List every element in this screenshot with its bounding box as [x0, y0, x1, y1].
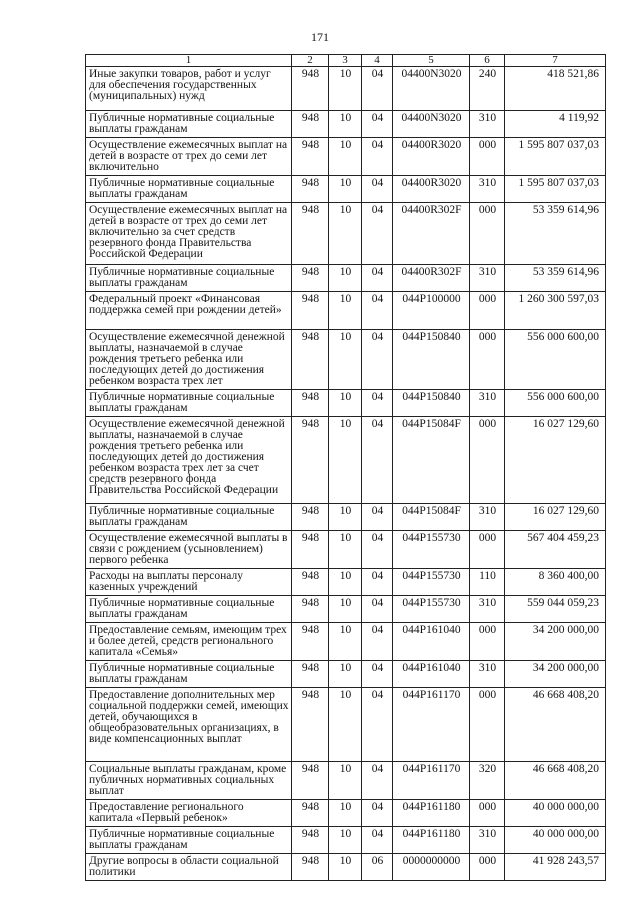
row-subsection-code: 04 [362, 762, 393, 800]
row-section-code: 10 [329, 504, 362, 531]
row-expense-type: 000 [470, 138, 505, 176]
row-section-code: 10 [329, 827, 362, 854]
row-section-code: 10 [329, 176, 362, 203]
header-cell: 3 [329, 55, 362, 67]
row-amount: 46 668 408,20 [505, 762, 606, 800]
row-target-article: 044P161040 [393, 661, 470, 688]
row-ministry-code: 948 [292, 390, 329, 417]
row-section-code: 10 [329, 596, 362, 623]
row-section-code: 10 [329, 854, 362, 881]
row-expense-type: 000 [470, 292, 505, 330]
table-row [86, 800, 606, 827]
row-subsection-code: 04 [362, 265, 393, 292]
row-section-code: 10 [329, 800, 362, 827]
row-subsection-code: 04 [362, 623, 393, 661]
row-target-article: 04400R302F [393, 265, 470, 292]
row-name: Предоставление дополнительных мер социальной поддержки семей, имеющих детей, обучающихся в общеобразовательных организациях, в виде компенсационных выплат [86, 688, 292, 762]
row-name: Федеральный проект «Финансовая поддержка семей при рождении детей» [86, 292, 292, 330]
row-section-code: 10 [329, 688, 362, 762]
row-amount: 1 595 807 037,03 [505, 176, 606, 203]
row-section-code: 10 [329, 390, 362, 417]
row-name: Социальные выплаты гражданам, кроме публичных нормативных социальных выплат [86, 762, 292, 800]
row-amount: 46 668 408,20 [505, 688, 606, 762]
row-subsection-code: 04 [362, 800, 393, 827]
row-subsection-code: 04 [362, 827, 393, 854]
row-expense-type: 240 [470, 67, 505, 111]
row-amount: 4 119,92 [505, 111, 606, 138]
table-row [86, 569, 606, 596]
row-section-code: 10 [329, 661, 362, 688]
row-name: Осуществление ежемесячных выплат на детей в возрасте от трех до семи лет включительно [86, 138, 292, 176]
row-expense-type: 110 [470, 569, 505, 596]
row-amount: 16 027 129,60 [505, 417, 606, 504]
row-expense-type: 310 [470, 111, 505, 138]
row-name: Иные закупки товаров, работ и услуг для обеспечения государственных (муниципальных) нужд [86, 67, 292, 111]
row-section-code: 10 [329, 417, 362, 504]
row-amount: 1 595 807 037,03 [505, 138, 606, 176]
header-cell: 7 [505, 55, 606, 67]
row-amount: 559 044 059,23 [505, 596, 606, 623]
row-ministry-code: 948 [292, 67, 329, 111]
table-row [86, 531, 606, 569]
row-target-article: 044P161170 [393, 688, 470, 762]
row-name: Публичные нормативные социальные выплаты гражданам [86, 176, 292, 203]
row-amount: 567 404 459,23 [505, 531, 606, 569]
row-expense-type: 310 [470, 827, 505, 854]
row-ministry-code: 948 [292, 800, 329, 827]
row-subsection-code: 04 [362, 67, 393, 111]
row-subsection-code: 04 [362, 596, 393, 623]
row-section-code: 10 [329, 531, 362, 569]
row-subsection-code: 04 [362, 390, 393, 417]
table-header-row [86, 55, 606, 67]
row-amount: 1 260 300 597,03 [505, 292, 606, 330]
row-section-code: 10 [329, 67, 362, 111]
row-target-article: 04400R3020 [393, 176, 470, 203]
row-target-article: 044P100000 [393, 292, 470, 330]
row-section-code: 10 [329, 330, 362, 390]
row-subsection-code: 04 [362, 661, 393, 688]
header-cell: 6 [470, 55, 505, 67]
row-amount: 556 000 600,00 [505, 390, 606, 417]
row-target-article: 0000000000 [393, 854, 470, 881]
row-ministry-code: 948 [292, 854, 329, 881]
row-amount: 40 000 000,00 [505, 800, 606, 827]
table-row [86, 827, 606, 854]
row-ministry-code: 948 [292, 176, 329, 203]
row-amount: 41 928 243,57 [505, 854, 606, 881]
row-ministry-code: 948 [292, 504, 329, 531]
row-ministry-code: 948 [292, 827, 329, 854]
row-section-code: 10 [329, 138, 362, 176]
row-target-article: 044P150840 [393, 330, 470, 390]
row-target-article: 04400N3020 [393, 111, 470, 138]
row-target-article: 04400R3020 [393, 138, 470, 176]
row-target-article: 044P155730 [393, 531, 470, 569]
row-name: Публичные нормативные социальные выплаты гражданам [86, 827, 292, 854]
row-expense-type: 310 [470, 504, 505, 531]
row-subsection-code: 04 [362, 203, 393, 265]
row-section-code: 10 [329, 762, 362, 800]
table-row [86, 390, 606, 417]
table-row [86, 417, 606, 504]
row-subsection-code: 04 [362, 111, 393, 138]
row-ministry-code: 948 [292, 138, 329, 176]
table-row [86, 504, 606, 531]
header-cell: 2 [292, 55, 329, 67]
row-subsection-code: 06 [362, 854, 393, 881]
table-row [86, 661, 606, 688]
row-expense-type: 000 [470, 531, 505, 569]
row-target-article: 044P150840 [393, 390, 470, 417]
row-expense-type: 310 [470, 661, 505, 688]
row-ministry-code: 948 [292, 531, 329, 569]
row-amount: 53 359 614,96 [505, 203, 606, 265]
table-row [86, 67, 606, 111]
row-expense-type: 320 [470, 762, 505, 800]
row-target-article: 044P161180 [393, 827, 470, 854]
row-ministry-code: 948 [292, 292, 329, 330]
row-ministry-code: 948 [292, 265, 329, 292]
row-ministry-code: 948 [292, 623, 329, 661]
row-subsection-code: 04 [362, 330, 393, 390]
table-row [86, 292, 606, 330]
row-amount: 556 000 600,00 [505, 330, 606, 390]
row-expense-type: 310 [470, 265, 505, 292]
row-ministry-code: 948 [292, 762, 329, 800]
row-section-code: 10 [329, 265, 362, 292]
row-subsection-code: 04 [362, 138, 393, 176]
row-name: Предоставление семьям, имеющим трех и более детей, средств регионального капитала «Семья» [86, 623, 292, 661]
table-row [86, 265, 606, 292]
row-name: Осуществление ежемесячной выплаты в связи с рождением (усыновлением) первого ребенка [86, 531, 292, 569]
row-target-article: 044P161040 [393, 623, 470, 661]
row-name: Осуществление ежемесячной денежной выплаты, назначаемой в случае рождения третьего ребенка или последующих детей до достижения ребенком возраста трех лет [86, 330, 292, 390]
table-row [86, 176, 606, 203]
table-row [86, 762, 606, 800]
row-target-article: 044P155730 [393, 569, 470, 596]
row-amount: 16 027 129,60 [505, 504, 606, 531]
row-subsection-code: 04 [362, 504, 393, 531]
header-cell: 5 [393, 55, 470, 67]
table-row [86, 854, 606, 881]
row-expense-type: 000 [470, 203, 505, 265]
row-subsection-code: 04 [362, 688, 393, 762]
page-number: 171 [311, 30, 329, 44]
row-subsection-code: 04 [362, 569, 393, 596]
budget-table [85, 54, 606, 881]
row-expense-type: 000 [470, 854, 505, 881]
row-subsection-code: 04 [362, 292, 393, 330]
header-cell: 4 [362, 55, 393, 67]
row-expense-type: 000 [470, 688, 505, 762]
table-row [86, 330, 606, 390]
row-amount: 418 521,86 [505, 67, 606, 111]
row-target-article: 044P15084F [393, 417, 470, 504]
table-row [86, 203, 606, 265]
table-row [86, 596, 606, 623]
row-amount: 40 000 000,00 [505, 827, 606, 854]
row-amount: 8 360 400,00 [505, 569, 606, 596]
row-name: Предоставление регионального капитала «Первый ребенок» [86, 800, 292, 827]
row-name: Публичные нормативные социальные выплаты гражданам [86, 504, 292, 531]
row-target-article: 04400N3020 [393, 67, 470, 111]
row-ministry-code: 948 [292, 330, 329, 390]
row-amount: 34 200 000,00 [505, 623, 606, 661]
row-name: Публичные нормативные социальные выплаты гражданам [86, 390, 292, 417]
row-name: Публичные нормативные социальные выплаты гражданам [86, 596, 292, 623]
row-expense-type: 000 [470, 417, 505, 504]
header-cell: 1 [86, 55, 292, 67]
row-expense-type: 310 [470, 176, 505, 203]
table-row [86, 111, 606, 138]
row-expense-type: 000 [470, 330, 505, 390]
row-subsection-code: 04 [362, 176, 393, 203]
row-target-article: 04400R302F [393, 203, 470, 265]
row-expense-type: 310 [470, 596, 505, 623]
row-expense-type: 000 [470, 800, 505, 827]
row-name: Публичные нормативные социальные выплаты гражданам [86, 265, 292, 292]
row-name: Публичные нормативные социальные выплаты гражданам [86, 111, 292, 138]
row-name: Другие вопросы в области социальной политики [86, 854, 292, 881]
row-ministry-code: 948 [292, 417, 329, 504]
row-expense-type: 000 [470, 623, 505, 661]
row-ministry-code: 948 [292, 688, 329, 762]
row-section-code: 10 [329, 569, 362, 596]
row-section-code: 10 [329, 623, 362, 661]
row-name: Осуществление ежемесячных выплат на детей в возрасте от трех до семи лет включительно за счет средств резервного фонда Правительства Российской Федерации [86, 203, 292, 265]
row-name: Публичные нормативные социальные выплаты гражданам [86, 661, 292, 688]
table-row [86, 623, 606, 661]
row-target-article: 044P15084F [393, 504, 470, 531]
row-amount: 53 359 614,96 [505, 265, 606, 292]
row-target-article: 044P161180 [393, 800, 470, 827]
row-target-article: 044P155730 [393, 596, 470, 623]
table-row [86, 138, 606, 176]
row-ministry-code: 948 [292, 661, 329, 688]
row-ministry-code: 948 [292, 569, 329, 596]
row-name: Расходы на выплаты персоналу казенных учреждений [86, 569, 292, 596]
row-section-code: 10 [329, 292, 362, 330]
row-ministry-code: 948 [292, 203, 329, 265]
row-name: Осуществление ежемесячной денежной выплаты, назначаемой в случае рождения третьего ребенка или последующих детей до достижения ребенком возраста трех лет за счет средств резервного фонда Правительства Российской Федерации [86, 417, 292, 504]
row-ministry-code: 948 [292, 111, 329, 138]
row-section-code: 10 [329, 111, 362, 138]
row-expense-type: 310 [470, 390, 505, 417]
row-subsection-code: 04 [362, 531, 393, 569]
row-subsection-code: 04 [362, 417, 393, 504]
row-ministry-code: 948 [292, 596, 329, 623]
row-section-code: 10 [329, 203, 362, 265]
table-row [86, 688, 606, 762]
row-target-article: 044P161170 [393, 762, 470, 800]
row-amount: 34 200 000,00 [505, 661, 606, 688]
